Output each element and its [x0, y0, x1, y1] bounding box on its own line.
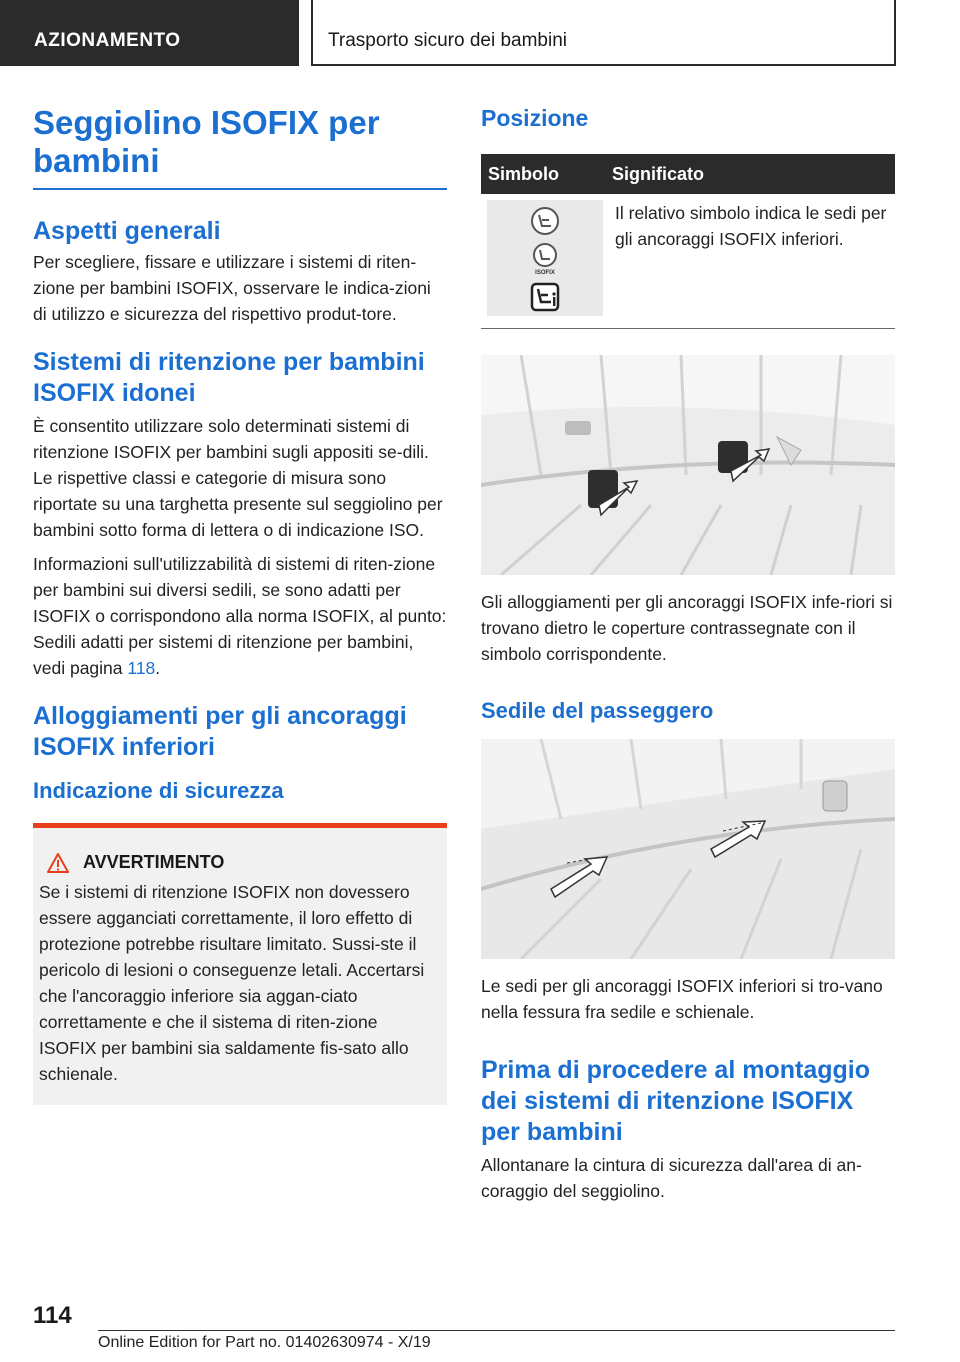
rear-seat-photo	[481, 355, 895, 575]
page-link-118[interactable]: 118	[127, 658, 156, 678]
table-header-row	[481, 154, 895, 194]
page-number: 114	[33, 1302, 72, 1329]
child-seat-icon	[487, 200, 603, 316]
paragraph-suitable-2-end: .	[155, 658, 161, 678]
col-header-symbol: Simbolo	[481, 154, 605, 194]
symbol-cell	[481, 194, 605, 329]
paragraph-suitable-2-text: Informazioni sull'utilizzabilità di sistemi di riten-zione per bambini sui diversi sedili, se sono adatti per ISOFIX o corrispondono alla norma ISOFIX, al punto: Sedili adatti per sistemi di ritenzione per bambini, vedi pagina	[33, 554, 447, 678]
col-header-meaning: Significato	[605, 154, 895, 194]
paragraph-suitable-1: È consentito utilizzare solo determinati sistemi di ritenzione ISOFIX per bambini sugli appositi se-dili. Le rispettive classi e categorie di misura sono riportate su una targhetta presente sul seggiolino per bambini sotto forma di lettera o di indicazione ISO.	[33, 416, 443, 540]
chapter-label: Trasporto sicuro dei bambini	[311, 0, 896, 66]
footer-divider	[98, 1330, 895, 1331]
warning-title: AVVERTIMENTO	[83, 852, 225, 872]
rear-seat-illustration	[481, 355, 895, 575]
warning-header	[39, 852, 437, 873]
page-header	[0, 0, 960, 66]
passenger-seat-photo	[481, 739, 895, 959]
page-title: Seggiolino ISOFIX per bambini	[33, 100, 447, 190]
warning-text: Se i sistemi di ritenzione ISOFIX non dovessero essere agganciati correttamente, il loro effetto di protezione potrebbe risultare limitato. Sussi-ste il pericolo di lesioni o conseguenze letali. Accertarsi che l'ancoraggio inferiore sia aggan-ciato correttamente e che il sistema di riten-zione ISOFIX per bambini sia saldamente fis-sato allo schienale.	[39, 882, 425, 1084]
isofix-symbols	[487, 200, 603, 316]
table-row	[481, 194, 895, 329]
passenger-seat-illustration	[481, 739, 895, 959]
heading-passenger: Sedile del passeggero	[481, 698, 714, 723]
caption-passenger: Le sedi per gli ancoraggi ISOFIX inferiori si tro-vano nella fessura fra sedile e schienale.	[481, 976, 883, 1022]
paragraph-general: Per scegliere, fissare e utilizzare i sistemi di riten-zione per bambini ISOFIX, osservare le indica-zioni di utilizzo e sicurezza del rispettivo produt-tore.	[33, 252, 431, 324]
heading-position: Posizione	[481, 105, 589, 131]
isofix-label: ISOFIX	[535, 270, 555, 276]
heading-general: Aspetti generali	[33, 217, 221, 245]
warning-triangle-icon	[47, 853, 69, 873]
footer-edition: Online Edition for Part no. 01402630974 - X/19	[98, 1334, 431, 1351]
right-column	[481, 100, 895, 1204]
caption-rear: Gli alloggiamenti per gli ancoraggi ISOFIX infe-riori si trovano dietro le coperture contrassegnate con il simbolo corrispondente.	[481, 592, 893, 664]
left-column	[33, 100, 447, 1105]
paragraph-before-mounting: Allontanare la cintura di sicurezza dall'area di an-coraggio del seggiolino.	[481, 1155, 862, 1201]
heading-anchors: Alloggiamenti per gli ancoraggi ISOFIX inferiori	[33, 702, 407, 761]
meaning-cell: Il relativo simbolo indica le sedi per gli ancoraggi ISOFIX inferiori.	[605, 194, 895, 329]
heading-suitable-systems: Sistemi di ritenzione per bambini ISOFIX idonei	[33, 348, 425, 407]
warning-box	[33, 823, 447, 1105]
symbol-table	[481, 154, 895, 329]
paragraph-suitable-2	[33, 551, 447, 681]
heading-before-mounting: Prima di procedere al montaggio dei sistemi di ritenzione ISOFIX per bambini	[481, 1056, 870, 1146]
section-label: AZIONAMENTO	[0, 0, 299, 66]
heading-safety: Indicazione di sicurezza	[33, 778, 284, 803]
